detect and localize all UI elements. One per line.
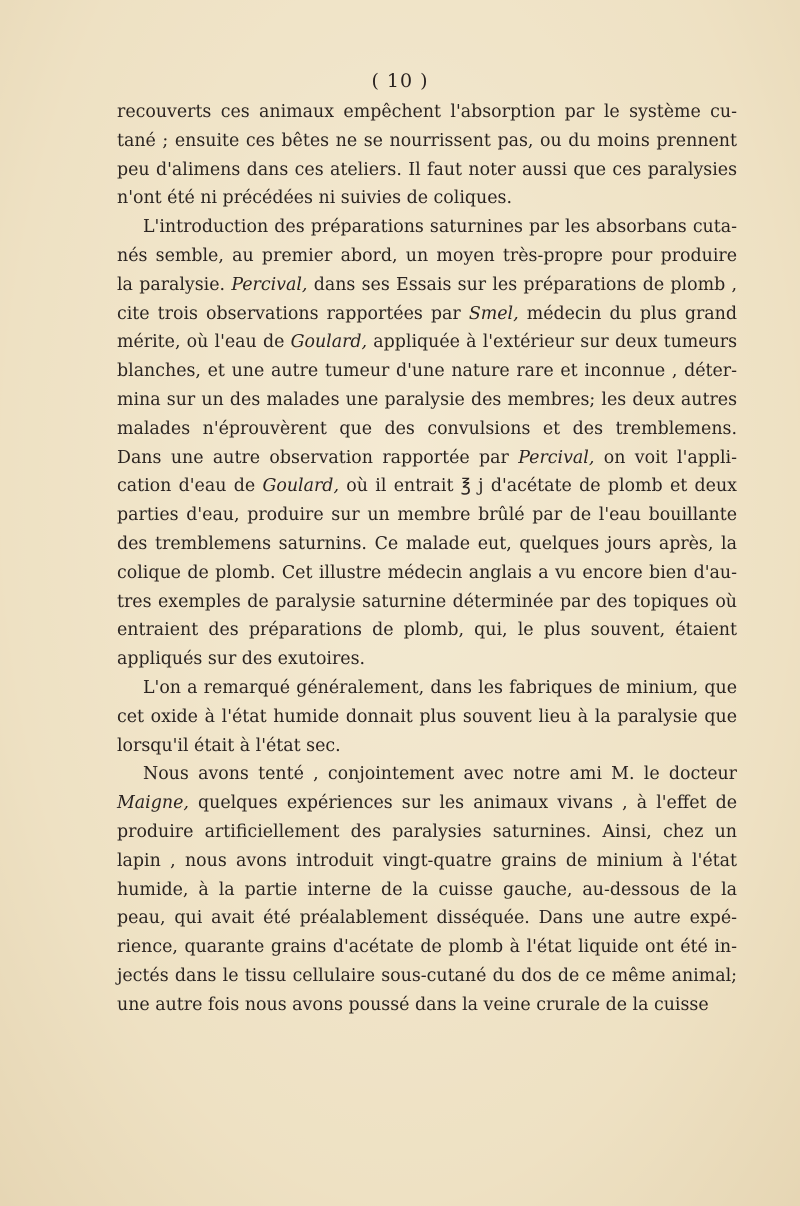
line-text: jectés dans le tissu cellulaire sous-cutané du dos de ce même animal; xyxy=(117,965,737,986)
line-text: la paralysie. xyxy=(117,274,232,295)
line-text: Nous avons tenté , conjointement avec notre ami M. le docteur xyxy=(143,764,737,785)
line-text: Dans une autre observation rapportée par xyxy=(117,447,519,468)
paragraph-line xyxy=(117,501,737,530)
paragraph-line xyxy=(117,184,737,213)
paragraph-line xyxy=(117,98,737,127)
paragraph-line xyxy=(117,213,737,242)
paragraph-line xyxy=(117,559,737,588)
paragraph-line xyxy=(117,991,737,1020)
line-text: mina sur un des malades une paralysie des membres; les deux autres xyxy=(117,389,737,410)
line-text: blanches, et une autre tumeur d'une nature rare et inconnue , déter- xyxy=(117,361,737,382)
line-text: nés semble, au premier abord, un moyen très-propre pour produire xyxy=(117,245,737,266)
paragraph-line xyxy=(117,760,737,789)
line-text: des tremblemens saturnins. Ce malade eut, quelques jours après, la xyxy=(117,533,737,554)
italic-name: Maigne, xyxy=(117,793,189,814)
line-text: quelques expériences sur les animaux vivans , à l'effet de xyxy=(188,793,737,814)
paragraph-line xyxy=(117,674,737,703)
line-text: malades n'éprouvèrent que des convulsions et des tremblemens. xyxy=(117,418,737,439)
line-text: humide, à la partie interne de la cuisse gauche, au-dessous de la xyxy=(117,879,737,900)
line-text: entraient des préparations de plomb, qui, le plus souvent, étaient xyxy=(117,620,737,641)
italic-name: Percival, xyxy=(518,447,595,468)
paragraph-line xyxy=(117,904,737,933)
paragraph-line xyxy=(117,818,737,847)
paragraph-line xyxy=(117,588,737,617)
line-text: tres exemples de paralysie saturnine déterminée par des topiques où xyxy=(117,591,737,612)
line-text: parties d'eau, produire sur un membre brûlé par de l'eau bouillante xyxy=(117,505,737,526)
paragraph-line xyxy=(117,357,737,386)
paragraph-line xyxy=(117,242,737,271)
paragraph-line xyxy=(117,789,737,818)
paragraph-line xyxy=(117,703,737,732)
line-text: L'on a remarqué généralement, dans les fabriques de minium, que xyxy=(143,677,737,698)
line-text: où il entrait ℥ j d'acétate de plomb et deux xyxy=(338,476,737,497)
line-text: appliquée à l'extérieur sur deux tumeurs xyxy=(367,332,737,353)
line-text: cet oxide à l'état humide donnait plus souvent lieu à la paralysie que xyxy=(117,706,737,727)
paragraph-line xyxy=(117,876,737,905)
line-text: tané ; ensuite ces bêtes ne se nourrissent pas, ou du moins prennent xyxy=(117,130,737,151)
line-text: recouverts ces animaux empêchent l'absorption par le système cu- xyxy=(117,102,737,122)
italic-name: Goulard, xyxy=(262,476,339,497)
line-text: appliqués sur des exutoires. xyxy=(117,649,366,670)
line-text: lapin , nous avons introduit vingt-quatre grains de minium à l'état xyxy=(117,850,737,871)
italic-name: Goulard, xyxy=(290,332,368,353)
paragraph-line xyxy=(117,444,737,473)
paragraph-line xyxy=(117,732,737,761)
paragraph-line xyxy=(117,847,737,876)
paragraph-line xyxy=(117,962,737,991)
body-text xyxy=(117,98,737,1020)
paragraph-line xyxy=(117,300,737,329)
paragraph-line xyxy=(117,156,737,185)
line-text: on voit l'appli- xyxy=(594,447,737,468)
line-text: médecin du plus grand xyxy=(518,303,737,324)
line-text: peu d'alimens dans ces ateliers. Il faut noter aussi que ces paralysies xyxy=(117,159,737,180)
paragraph-line xyxy=(117,645,737,674)
line-text: dans ses Essais sur les préparations de plomb , xyxy=(307,274,737,295)
line-text: peau, qui avait été préalablement disséquée. Dans une autre expé- xyxy=(117,908,737,929)
line-text: cite trois observations rapportées par xyxy=(117,303,469,324)
line-text: L'introduction des préparations saturnines par les absorbans cuta- xyxy=(143,217,737,238)
paragraph-line xyxy=(117,271,737,300)
paragraph-line xyxy=(117,530,737,559)
line-text: n'ont été ni précédées ni suivies de coliques. xyxy=(117,188,512,209)
line-text: cation d'eau de xyxy=(117,476,263,497)
line-text: une autre fois nous avons poussé dans la veine crurale de la cuisse xyxy=(117,994,709,1015)
paragraph-line xyxy=(117,127,737,156)
line-text: colique de plomb. Cet illustre médecin anglais a vu encore bien d'au- xyxy=(117,562,737,583)
line-text: lorsqu'il était à l'état sec. xyxy=(117,735,341,756)
paragraph-line xyxy=(117,386,737,415)
line-text: produire artificiellement des paralysies saturnines. Ainsi, chez un xyxy=(117,821,737,842)
paragraph-line xyxy=(117,933,737,962)
line-text: mérite, où l'eau de xyxy=(117,332,291,353)
italic-name: Smel, xyxy=(468,303,519,324)
paragraph-line xyxy=(117,472,737,501)
paragraph-line xyxy=(117,616,737,645)
paragraph-line xyxy=(117,415,737,444)
paragraph-line xyxy=(117,328,737,357)
page-number: ( 10 ) xyxy=(371,70,429,92)
italic-name: Percival, xyxy=(231,274,308,295)
line-text: rience, quarante grains d'acétate de plomb à l'état liquide ont été in- xyxy=(117,937,737,958)
